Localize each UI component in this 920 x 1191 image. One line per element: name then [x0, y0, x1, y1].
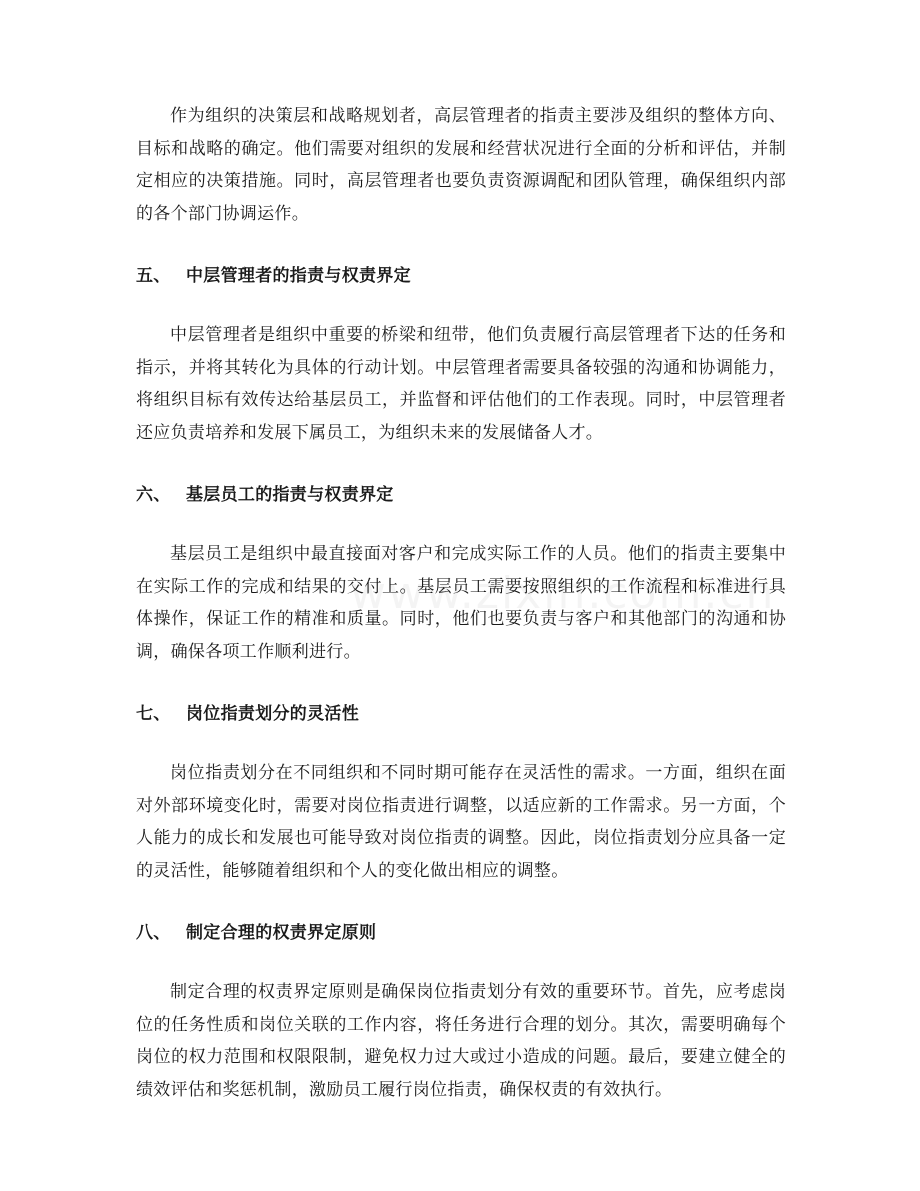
section-number: 八、: [136, 923, 171, 943]
section-number: 七、: [136, 704, 171, 724]
section-body-5: 中层管理者是组织中重要的桥梁和纽带，他们负责履行高层管理者下达的任务和指示，并将其转化为具体的行动计划。中层管理者需要具备较强的沟通和协调能力，将组织目标有效传达给基层员工，并监督和评估他们的工作表现。同时，中层管理者还应负责培养和发展下属员工，为组织未来的发展储备人才。: [136, 325, 786, 443]
document-content: [136, 100, 786, 1106]
section-number: 五、: [136, 266, 171, 286]
section-body-6: 基层员工是组织中最直接面对客户和完成实际工作的人员。他们的指责主要集中在实际工作的完成和结果的交付上。基层员工需要按照组织的工作流程和标准进行具体操作，保证工作的精准和质量。同时，他们也要负责与客户和其他部门的沟通和协调，确保各项工作顺利进行。: [136, 544, 786, 662]
section-heading-8: [136, 917, 786, 949]
section-heading-6: [136, 479, 786, 511]
section-title: 制定合理的权责界定原则: [186, 923, 377, 943]
section-body-7: 岗位指责划分在不同组织和不同时期可能存在灵活性的需求。一方面，组织在面对外部环境变化时，需要对岗位指责进行调整，以适应新的工作需求。另一方面，个人能力的成长和发展也可能导致对岗位指责的调整。因此，岗位指责划分应具备一定的灵活性，能够随着组织和个人的变化做出相应的调整。: [136, 763, 786, 881]
section-title: 中层管理者的指责与权责界定: [186, 266, 411, 286]
section-heading-7: [136, 698, 786, 730]
intro-paragraph: 作为组织的决策层和战略规划者，高层管理者的指责主要涉及组织的整体方向、目标和战略的确定。他们需要对组织的发展和经营状况进行全面的分析和评估，并制定相应的决策措施。同时，高层管理者也要负责资源调配和团队管理，确保组织内部的各个部门协调运作。: [136, 106, 786, 224]
section-body-8: 制定合理的权责界定原则是确保岗位指责划分有效的重要环节。首先，应考虑岗位的任务性质和岗位关联的工作内容，将任务进行合理的划分。其次，需要明确每个岗位的权力范围和权限限制，避免权力过大或过小造成的问题。最后，要建立健全的绩效评估和奖惩机制，激励员工履行岗位指责，确保权责的有效执行。: [136, 982, 786, 1100]
section-title: 基层员工的指责与权责界定: [186, 485, 394, 505]
section-title: 岗位指责划分的灵活性: [186, 704, 359, 724]
section-heading-5: [136, 260, 786, 292]
section-number: 六、: [136, 485, 171, 505]
